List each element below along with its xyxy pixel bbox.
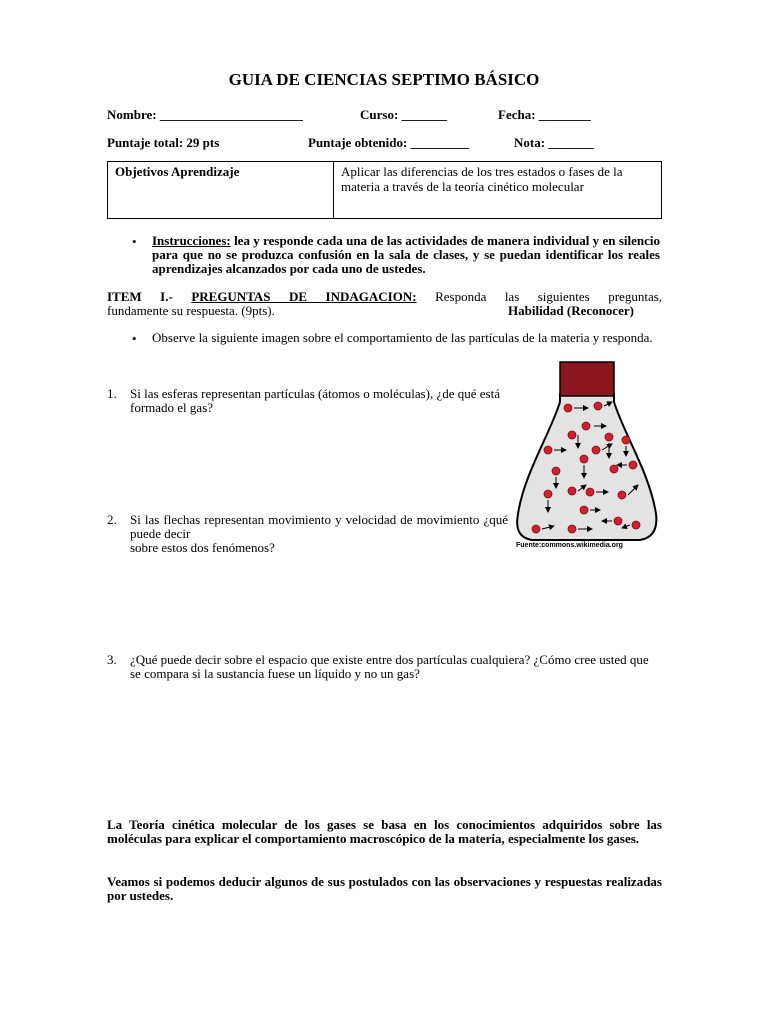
item1-text-b: fundamente su respuesta. (9pts). (107, 303, 275, 318)
item1-skill: Habilidad (Reconocer) (508, 303, 635, 318)
conclusion-paragraph-1: La Teoría cinética molecular de los gases se basa en los conocimientos adquiridos sobre las moléculas para explicar el comportamiento macroscópico de la materia, especialmente los gases. (107, 817, 662, 846)
obtained-score-field[interactable]: Puntaje obtenido: _________ (308, 135, 470, 150)
instructions (152, 234, 660, 276)
objectives-label: Objetivos Aprendizaje (108, 162, 334, 219)
grade-field[interactable]: Nota: _______ (514, 135, 594, 150)
bullet-icon: • (132, 234, 137, 249)
total-score: Puntaje total: 29 pts (107, 135, 220, 150)
flask-stopper (560, 362, 614, 396)
question-2-number: 2. (107, 512, 117, 527)
instructions-label: Instrucciones: (152, 233, 231, 248)
question-1-text: Si las esferas representan partículas (átomos o moléculas), ¿de qué está formado el gas? (130, 386, 500, 415)
question-3-number: 3. (107, 652, 117, 667)
bullet-icon: • (132, 331, 137, 346)
question-2-text-cont: sobre estos dos fenómenos? (130, 540, 275, 555)
course-field[interactable]: Curso: _______ (360, 107, 448, 122)
conclusion-paragraph-2: Veamos si podemos deducir algunos de sus postulados con las observaciones y respuestas realizadas por ustedes. (107, 874, 662, 903)
instructions-text: lea y responde cada una de las actividades de manera individual y en silencio para que no se produzca confusión en la sala de clases, y se puedan identificar los reales aprendizajes alcanzados por cada uno de ustedes. (152, 233, 660, 276)
item1-line1 (107, 290, 662, 304)
objectives-text: Aplicar las diferencias de los tres estados o fases de la materia a través de la teoría cinético molecular (334, 162, 662, 219)
item1-heading: PREGUNTAS DE INDAGACION: (191, 289, 417, 304)
figure-caption: Fuente:commons.wikimedia.org (516, 542, 623, 549)
question-1-number: 1. (107, 386, 117, 401)
name-field[interactable]: Nombre: ______________________ (107, 107, 303, 122)
item1-prefix: ITEM I.- (107, 289, 173, 304)
question-3-text: ¿Qué puede decir sobre el espacio que existe entre dos partículas cualquiera? ¿Cómo cree usted que se compara si la sustancia fuese un líquido y no un gas? (130, 652, 649, 681)
observe-text: Observe la siguiente imagen sobre el comportamiento de las partículas de la materia y responda. (152, 330, 653, 345)
flask-illustration (512, 354, 662, 552)
question-2-text: Si las flechas representan movimiento y velocidad de movimiento ¿qué puede decir (130, 512, 508, 541)
date-field[interactable]: Fecha: ________ (498, 107, 591, 122)
page-title: GUIA DE CIENCIAS SEPTIMO BÁSICO (228, 70, 540, 89)
item1-text-a: Responda las siguientes preguntas, (435, 289, 663, 304)
objectives-table (107, 161, 662, 219)
